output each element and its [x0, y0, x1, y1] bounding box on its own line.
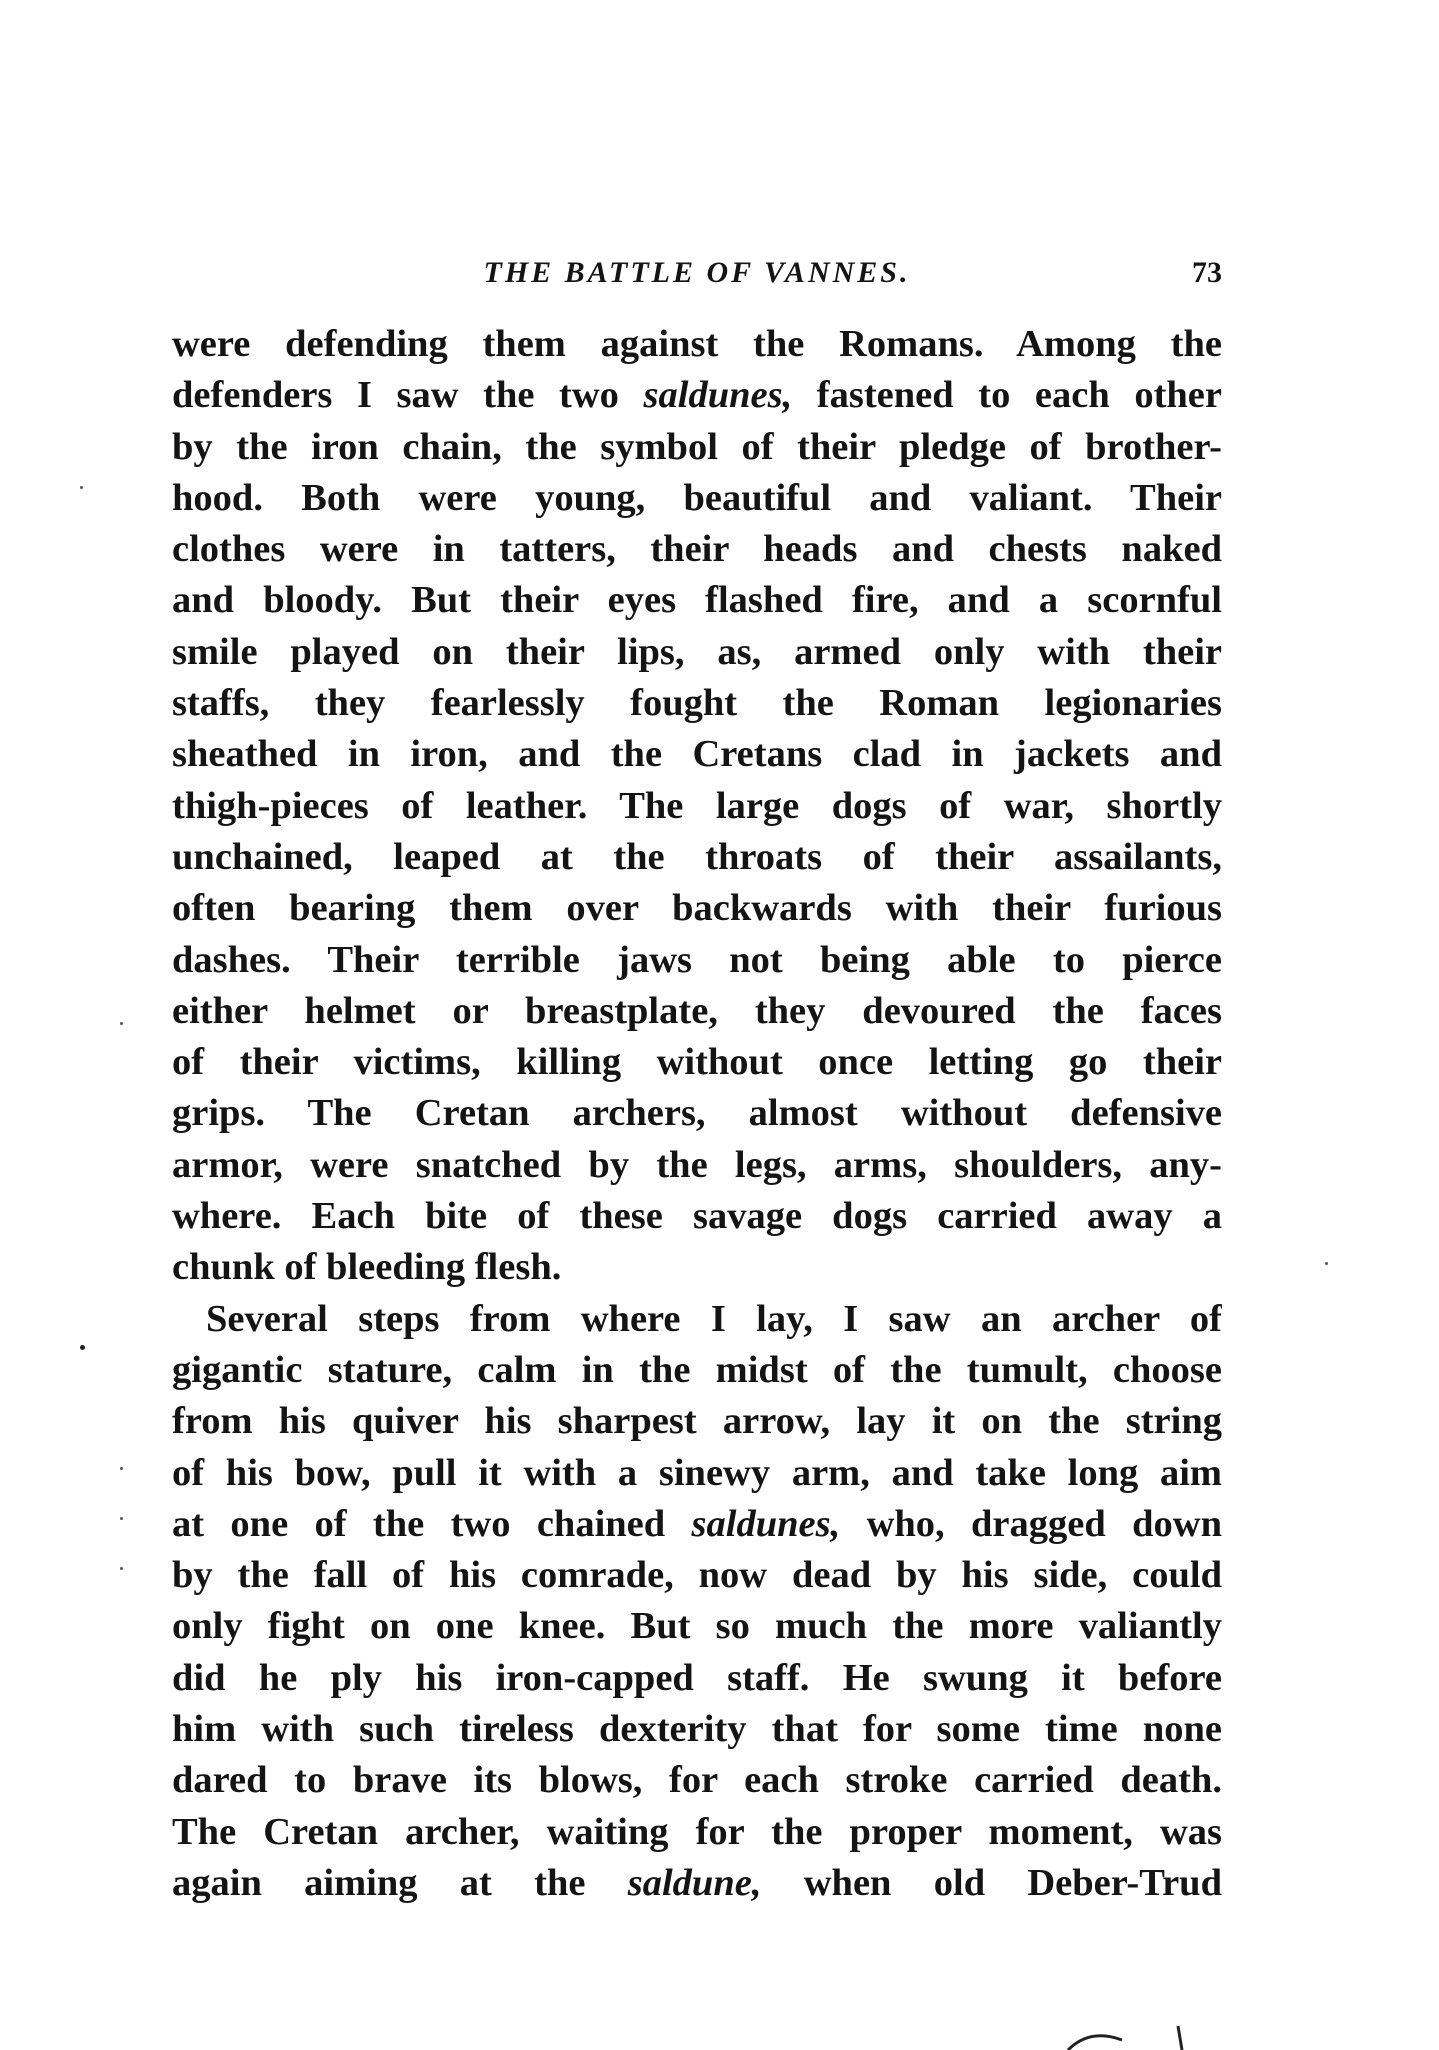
paragraph-start-line: Several steps from where I lay, I saw an archer of: [206, 1297, 1222, 1340]
cropped-bottom-mark: [1060, 2020, 1220, 2050]
running-head: [172, 252, 1222, 294]
text-line: either helmet or breastplate, they devoured the faces: [172, 989, 1222, 1032]
text-line: of his bow, pull it with a sinewy arm, and take long aim: [172, 1451, 1222, 1494]
text-line: The Cretan archer, waiting for the proper moment, was: [172, 1810, 1222, 1853]
text-line: thigh-pieces of leather. The large dogs of war, shortly: [172, 784, 1222, 827]
print-speck: [120, 1567, 123, 1570]
text-line: at one of the two chained saldunes, who, dragged down: [172, 1502, 1222, 1545]
italic-word: saldunes,: [643, 374, 793, 417]
text-line: from his quiver his sharpest arrow, lay it on the string: [172, 1400, 1222, 1443]
text-line: by the fall of his comrade, now dead by his side, could: [172, 1554, 1222, 1597]
text-line: clothes were in tatters, their heads and chests naked: [172, 528, 1222, 571]
text-line: were defending them against the Romans. Among the: [172, 323, 1222, 365]
print-speck: [80, 486, 83, 489]
page-number: 73: [1192, 256, 1222, 289]
paragraph-end-line: chunk of bleeding flesh.: [172, 1246, 562, 1289]
print-speck: [80, 1345, 85, 1350]
text-line: dared to brave its blows, for each stroke carried death.: [172, 1759, 1222, 1802]
text-line: and bloody. But their eyes flashed fire, and a scornful: [172, 579, 1222, 622]
running-title: THE BATTLE OF VANNES.: [483, 256, 911, 289]
print-speck: [120, 1517, 123, 1520]
text-line: hood. Both were young, beautiful and valiant. Their: [172, 476, 1222, 519]
text-line: staffs, they fearlessly fought the Roman legionaries: [172, 682, 1222, 725]
text-line: dashes. Their terrible jaws not being able to pierce: [172, 938, 1222, 981]
italic-word: saldunes,: [691, 1502, 841, 1545]
body-text: [172, 319, 1222, 1909]
text-line: only fight on one knee. But so much the more valiantly: [172, 1605, 1222, 1648]
text-line: did he ply his iron-capped staff. He swung it before: [172, 1656, 1222, 1699]
text-line: often bearing them over backwards with their furious: [172, 887, 1222, 930]
text-line: gigantic stature, calm in the midst of the tumult, choose: [172, 1348, 1222, 1391]
print-speck: [1325, 1262, 1328, 1265]
print-speck: [120, 1022, 123, 1025]
text-line: by the iron chain, the symbol of their pledge of brother-: [172, 425, 1222, 468]
text-line: unchained, leaped at the throats of their assailants,: [172, 835, 1222, 878]
text-line: defenders I saw the two saldunes, fastened to each other: [172, 374, 1222, 417]
text-line: sheathed in iron, and the Cretans clad in jackets and: [172, 733, 1222, 776]
print-speck: [120, 1467, 123, 1470]
text-line: grips. The Cretan archers, almost without defensive: [172, 1092, 1222, 1135]
text-line: of their victims, killing without once letting go their: [172, 1041, 1222, 1084]
text-line: again aiming at the saldune, when old Deber-Trud: [172, 1861, 1222, 1904]
italic-word: saldune,: [627, 1861, 762, 1904]
text-line: smile played on their lips, as, armed only with their: [172, 630, 1222, 673]
text-line: armor, were snatched by the legs, arms, shoulders, any-: [172, 1143, 1222, 1186]
text-line: where. Each bite of these savage dogs carried away a: [172, 1195, 1222, 1238]
text-line: him with such tireless dexterity that for some time none: [172, 1708, 1222, 1751]
